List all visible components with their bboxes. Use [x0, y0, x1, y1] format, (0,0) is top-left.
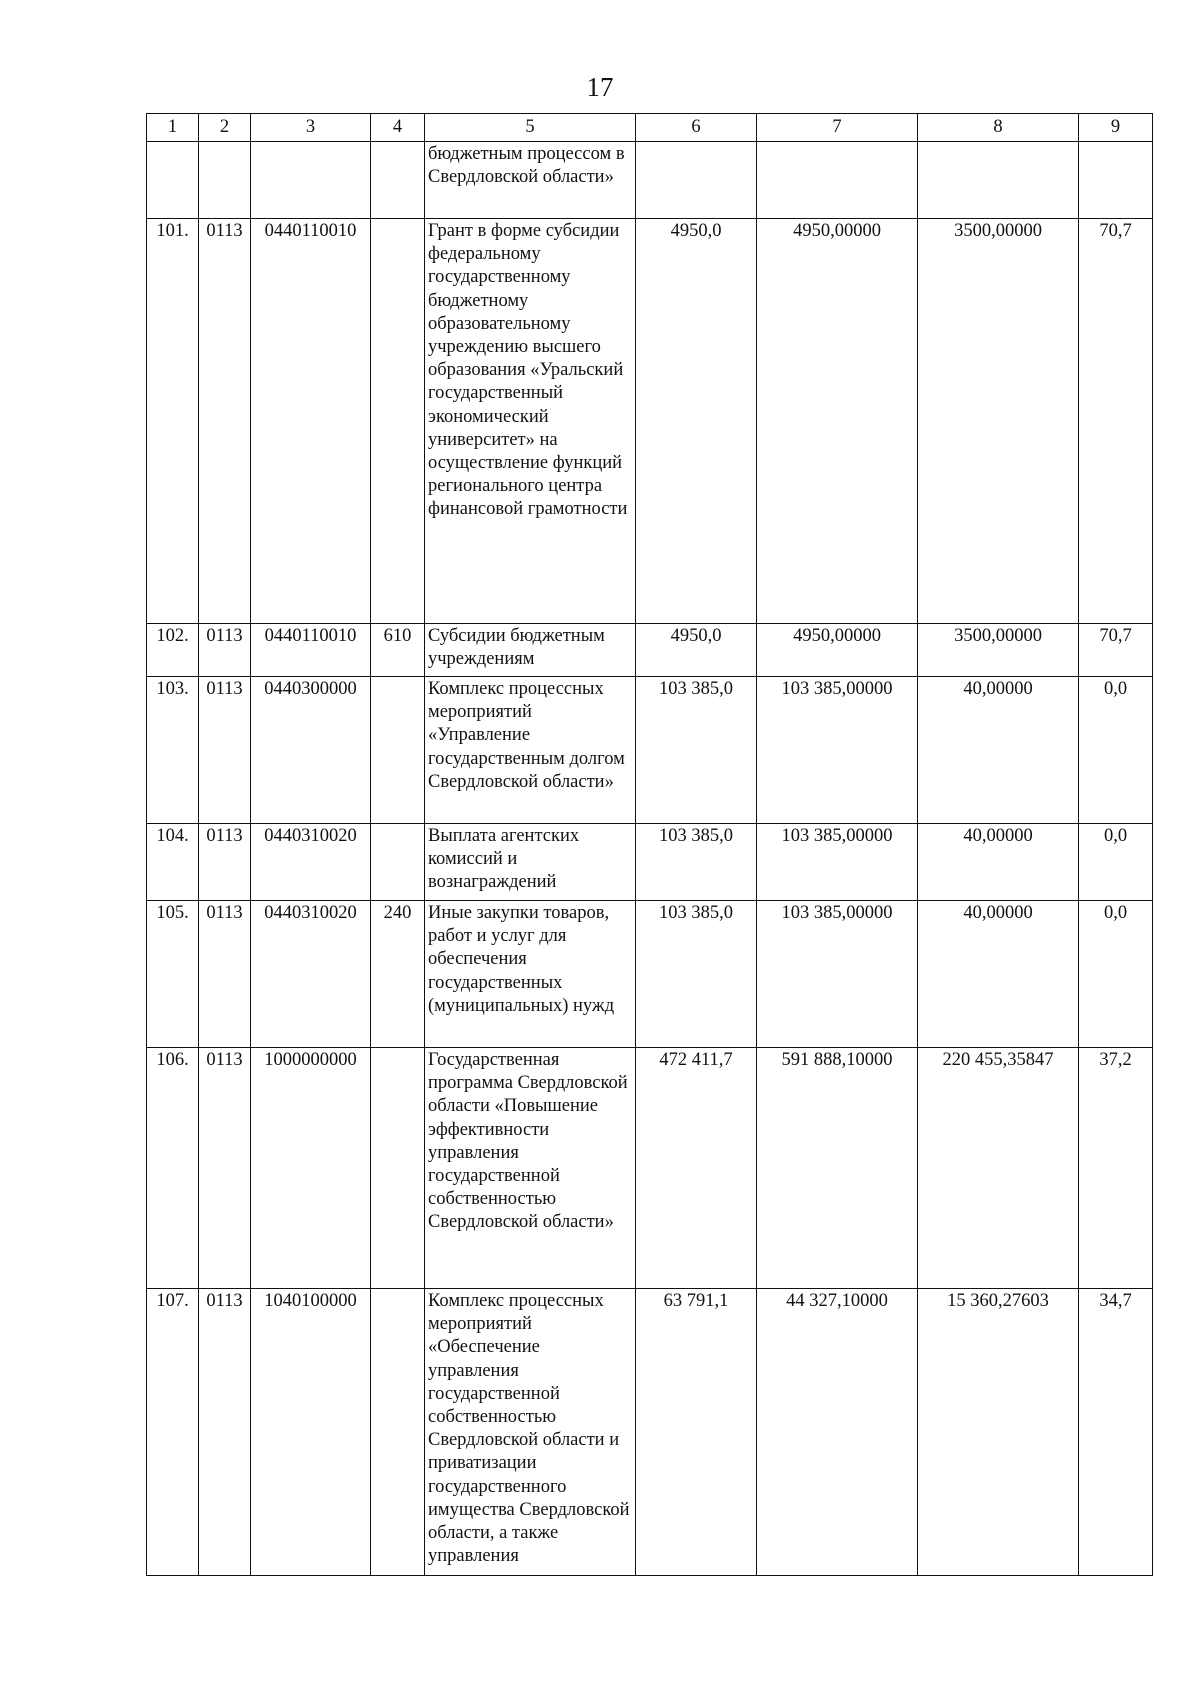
value-col6: 103 385,0 [636, 677, 757, 824]
expense-type-code [371, 1289, 425, 1576]
header-cell: 7 [757, 114, 918, 142]
value-col7 [757, 142, 918, 219]
table-row [147, 901, 1153, 1048]
item-name: Субсидии бюджетным учреждениям [425, 624, 636, 677]
table-row [147, 624, 1153, 677]
section-code [199, 142, 251, 219]
row-number: 107. [147, 1289, 199, 1576]
value-col9: 0,0 [1079, 824, 1153, 901]
table-row [147, 677, 1153, 824]
value-col9: 70,7 [1079, 624, 1153, 677]
header-cell: 3 [251, 114, 371, 142]
value-col9: 0,0 [1079, 901, 1153, 1048]
target-code: 0440310020 [251, 901, 371, 1048]
header-row [147, 114, 1153, 142]
header-cell: 4 [371, 114, 425, 142]
value-col7: 103 385,00000 [757, 824, 918, 901]
section-code: 0113 [199, 219, 251, 624]
value-col8: 15 360,27603 [918, 1289, 1079, 1576]
row-number: 105. [147, 901, 199, 1048]
value-col8: 3500,00000 [918, 219, 1079, 624]
target-code [251, 142, 371, 219]
value-col6: 63 791,1 [636, 1289, 757, 1576]
section-code: 0113 [199, 1048, 251, 1289]
value-col8 [918, 142, 1079, 219]
section-code: 0113 [199, 677, 251, 824]
value-col7: 4950,00000 [757, 219, 918, 624]
budget-table [146, 113, 1153, 1576]
value-col9: 37,2 [1079, 1048, 1153, 1289]
header-cell: 2 [199, 114, 251, 142]
section-code: 0113 [199, 901, 251, 1048]
value-col7: 4950,00000 [757, 624, 918, 677]
value-col9: 70,7 [1079, 219, 1153, 624]
value-col9 [1079, 142, 1153, 219]
item-name: бюджетным процессом в Свердловской области» [425, 142, 636, 219]
item-name: Грант в форме субсидии федеральному государственному бюджетному образовательному учреждению высшего образования «Уральский государственный экономический университет» на осуществление функций регионального центра финансовой грамотности [425, 219, 636, 624]
target-code: 0440300000 [251, 677, 371, 824]
value-col9: 34,7 [1079, 1289, 1153, 1576]
value-col8: 40,00000 [918, 824, 1079, 901]
value-col8: 220 455,35847 [918, 1048, 1079, 1289]
value-col6 [636, 142, 757, 219]
section-code: 0113 [199, 824, 251, 901]
page-number: 17 [586, 72, 614, 102]
table-row [147, 142, 1153, 219]
value-col7: 103 385,00000 [757, 901, 918, 1048]
value-col8: 40,00000 [918, 677, 1079, 824]
row-number: 104. [147, 824, 199, 901]
table-row [147, 1289, 1153, 1576]
target-code: 0440110010 [251, 624, 371, 677]
table-row [147, 219, 1153, 624]
target-code: 1040100000 [251, 1289, 371, 1576]
row-number: 102. [147, 624, 199, 677]
header-cell: 9 [1079, 114, 1153, 142]
expense-type-code [371, 1048, 425, 1289]
item-name: Выплата агентских комиссий и вознаграждений [425, 824, 636, 901]
section-code: 0113 [199, 1289, 251, 1576]
value-col7: 103 385,00000 [757, 677, 918, 824]
target-code: 0440310020 [251, 824, 371, 901]
value-col7: 591 888,10000 [757, 1048, 918, 1289]
value-col7: 44 327,10000 [757, 1289, 918, 1576]
target-code: 0440110010 [251, 219, 371, 624]
header-cell: 8 [918, 114, 1079, 142]
table-row [147, 1048, 1153, 1289]
value-col6: 4950,0 [636, 219, 757, 624]
section-code: 0113 [199, 624, 251, 677]
item-name: Комплекс процессных мероприятий «Управление государственным долгом Свердловской области» [425, 677, 636, 824]
row-number: 103. [147, 677, 199, 824]
row-number: 101. [147, 219, 199, 624]
value-col6: 472 411,7 [636, 1048, 757, 1289]
item-name: Государственная программа Свердловской области «Повышение эффективности управления государственной собственностью Свердловской области» [425, 1048, 636, 1289]
row-number: 106. [147, 1048, 199, 1289]
item-name: Комплекс процессных мероприятий «Обеспечение управления государственной собственностью Свердловской области и приватизации государственного имущества Свердловской области, а также управления [425, 1289, 636, 1576]
expense-type-code [371, 219, 425, 624]
value-col6: 4950,0 [636, 624, 757, 677]
value-col8: 3500,00000 [918, 624, 1079, 677]
value-col9: 0,0 [1079, 677, 1153, 824]
value-col8: 40,00000 [918, 901, 1079, 1048]
target-code: 1000000000 [251, 1048, 371, 1289]
expense-type-code [371, 824, 425, 901]
item-name: Иные закупки товаров, работ и услуг для обеспечения государственных (муниципальных) нужд [425, 901, 636, 1048]
value-col6: 103 385,0 [636, 824, 757, 901]
header-cell: 6 [636, 114, 757, 142]
header-cell: 1 [147, 114, 199, 142]
expense-type-code [371, 677, 425, 824]
header-cell: 5 [425, 114, 636, 142]
expense-type-code: 240 [371, 901, 425, 1048]
value-col6: 103 385,0 [636, 901, 757, 1048]
expense-type-code: 610 [371, 624, 425, 677]
row-number [147, 142, 199, 219]
expense-type-code [371, 142, 425, 219]
table-row [147, 824, 1153, 901]
